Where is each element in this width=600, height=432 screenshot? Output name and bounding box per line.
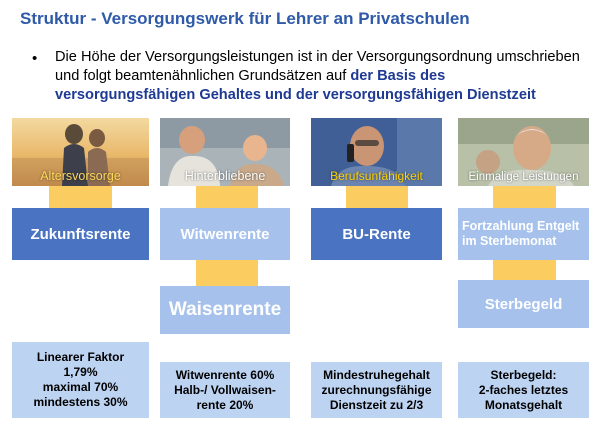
photo-berufsunfaehigkeit — [311, 118, 442, 186]
connector-col2-top — [196, 186, 258, 208]
bullet-emphasis: der Basis des versorgungsfähigen Gehaltes und der versorgungsfähigen Dienstzeit — [55, 68, 536, 103]
detail-line: Halb-/ Vollwaisen- — [174, 382, 276, 397]
connector-col2-bottom — [196, 260, 258, 286]
detail-line: Sterbegeld: — [490, 367, 557, 382]
detail-line: Monatsgehalt — [484, 397, 563, 412]
detail-box-zukunftsrente — [12, 342, 149, 418]
detail-line: rente 20% — [196, 397, 254, 412]
detail-line: Witwenrente 60% — [175, 367, 275, 382]
photo-label-hinterbliebene: Hinterbliebene — [184, 169, 266, 183]
detail-line: Mindestruhegehalt — [323, 367, 430, 382]
detail-box-hinterbliebene — [160, 362, 290, 418]
bullet-text: Die Höhe der Versorgungsleistungen ist in der Versorgungsordnung umschrieben und folgt beamtenähnlichen Grundsätzen auf — [55, 49, 580, 84]
detail-line: Dienstzeit zu 2/3 — [329, 397, 424, 412]
photo-hinterbliebene — [160, 118, 290, 186]
connector-col4-top — [493, 186, 556, 208]
connector-col3 — [346, 186, 408, 208]
photo-label-einmalige-leistungen: Einmalige Leistungen — [468, 171, 579, 183]
bullet-paragraph — [55, 48, 585, 105]
box-sterbegeld: Sterbegeld — [458, 280, 589, 328]
photo-label-altersvorsorge: Altersvorsorge — [40, 169, 121, 183]
detail-box-sterbegeld — [458, 362, 589, 418]
detail-line: maximal 70% — [42, 380, 119, 394]
photo-altersvorsorge — [12, 118, 149, 186]
box-waisenrente: Waisenrente — [160, 286, 290, 334]
box-fortzahlung-entgelt: Fortzahlung Entgelt im Sterbemonat — [458, 208, 589, 260]
connector-col4-bottom — [493, 260, 556, 280]
box-bu-rente: BU-Rente — [311, 208, 442, 260]
bullet-marker: • — [32, 50, 38, 67]
detail-line: zurechnungsfähige — [321, 382, 432, 397]
detail-line: mindestens 30% — [33, 395, 128, 409]
photo-einmalige-leistungen — [458, 118, 589, 186]
detail-box-bu-rente — [311, 362, 442, 418]
box-witwenrente: Witwenrente — [160, 208, 290, 260]
photo-label-berufsunfaehigkeit: Berufsunfähigkeit — [330, 169, 423, 183]
box-zukunftsrente: Zukunftsrente — [12, 208, 149, 260]
slide-title: Struktur - Versorgungswerk für Lehrer an Privatschulen — [20, 9, 470, 28]
detail-line: Linearer Faktor — [36, 350, 125, 364]
detail-line: 1,79% — [63, 365, 98, 379]
detail-line: 2-faches letztes — [478, 382, 569, 397]
